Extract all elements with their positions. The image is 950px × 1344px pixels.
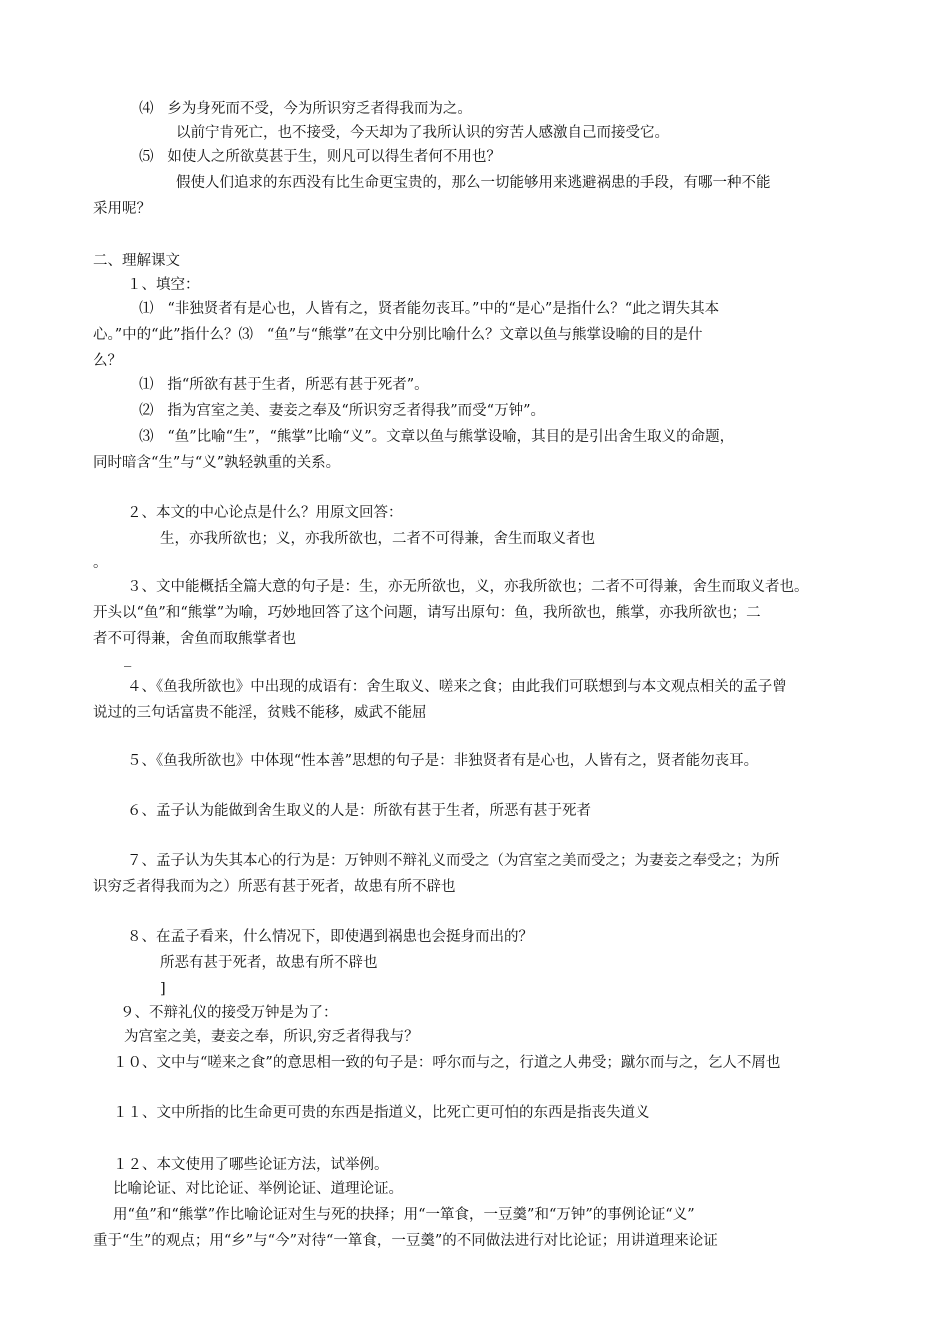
text-line: 用“鱼”和“熊掌”作比喻论证对生与死的抉择；用“一箪食，一豆羹”和“万钟”的事例论证“义” xyxy=(113,1207,695,1223)
text-line: 采用呢？ xyxy=(93,201,151,217)
text-line: １、填空： xyxy=(127,277,200,293)
text-line: ８、在孟子看来，什么情况下，即使遇到祸患也会挺身而出的？ xyxy=(127,929,533,945)
text-line: ] xyxy=(160,981,166,997)
text-line: ⑷ 乡为身死而不受，今为所识穷乏者得我而为之。 xyxy=(139,101,472,117)
text-line: ７、孟子认为失其本心的行为是：万钟则不辩礼义而受之（为宫室之美而受之；为妻妾之奉受之；为所 xyxy=(127,853,780,869)
text-line: 为宫室之美，妻妾之奉，所识,穷乏者得我与？ xyxy=(124,1029,419,1045)
text-line: ４、《鱼我所欲也》中出现的成语有：舍生取义、嗟来之食；由此我们可联想到与本文观点相关的孟子曾 xyxy=(127,679,787,695)
text-line: ６、孟子认为能做到舍生取义的人是：所欲有甚于生者，所恶有甚于死者 xyxy=(127,803,591,819)
text-line: 重于“生”的观点；用“乡”与“今”对待“一箪食，一豆羹”的不同做法进行对比论证；用讲道理来论证 xyxy=(93,1233,718,1249)
text-line: ３、文中能概括全篇大意的句子是：生，亦无所欲也，义，亦我所欲也；二者不可得兼，舍生而取义者也。 xyxy=(127,579,809,595)
text-line: ９、不辩礼仪的接受万钟是为了： xyxy=(120,1005,338,1021)
text-line: １０、文中与“嗟来之食”的意思相一致的句子是：呼尔而与之，行道之人弗受；蹴尔而与之，乞人不屑也 xyxy=(113,1055,781,1071)
text-line: 所恶有甚于死者，故患有所不辟也 xyxy=(160,955,378,971)
text-line: １２、本文使用了哪些论证方法，试举例。 xyxy=(113,1157,389,1173)
text-line: 假使人们追求的东西没有比生命更宝贵的，那么一切能够用来逃避祸患的手段，有哪一种不能 xyxy=(176,175,771,191)
text-line: 同时暗含“生”与“义”孰轻孰重的关系。 xyxy=(93,455,341,471)
text-line: 二、理解课文 xyxy=(93,253,180,269)
text-line: ⑵ 指为宫室之美、妻妾之奉及“所识穷乏者得我”而受“万钟”。 xyxy=(139,403,545,419)
text-line: 。 xyxy=(93,555,108,571)
text-line: ⑴ 指“所欲有甚于生者，所恶有甚于死者”。 xyxy=(139,377,429,393)
text-line: 比喻论证、对比论证、举例论证、道理论证。 xyxy=(113,1181,403,1197)
text-line: １１、文中所指的比生命更可贵的东西是指道义，比死亡更可怕的东西是指丧失道义 xyxy=(113,1105,650,1121)
text-line: 者不可得兼，舍鱼而取熊掌者也 xyxy=(93,631,296,647)
text-line: 以前宁肯死亡，也不接受，今天却为了我所认识的穷苦人感激自己而接受它。 xyxy=(176,125,669,141)
text-line: 识穷乏者得我而为之）所恶有甚于死者，故患有所不辟也 xyxy=(93,879,456,895)
text-line: ５、《鱼我所欲也》中体现“性本善”思想的句子是：非独贤者有是心也，人皆有之，贤者能勿丧耳。 xyxy=(127,753,759,769)
text-line: ⑶ “鱼”比喻“生”，“熊掌”比喻“义”。文章以鱼与熊掌设喻，其目的是引出舍生取义的命题， xyxy=(139,429,735,445)
text-line: ⑴ “非独贤者有是心也，人皆有之，贤者能勿丧耳。”中的“是心”是指什么？“此之谓失其本 xyxy=(139,301,720,317)
text-line: 么？ xyxy=(93,353,122,369)
text-line: 开头以“鱼”和“熊掌”为喻，巧妙地回答了这个问题，请写出原句：鱼，我所欲也，熊掌，亦我所欲也；二 xyxy=(93,605,761,621)
text-line: 生，亦我所欲也；义，亦我所欲也，二者不可得兼，舍生而取义者也 xyxy=(160,531,595,547)
text-line: ⑸ 如使人之所欲莫甚于生，则凡可以得生者何不用也？ xyxy=(139,149,501,165)
text-line: ２、本文的中心论点是什么？用原文回答： xyxy=(127,505,403,521)
text-line: _ xyxy=(124,651,132,667)
text-line: 心。”中的“此”指什么？⑶ “鱼”与“熊掌”在文中分别比喻什么？文章以鱼与熊掌设喻的目的是什 xyxy=(93,327,703,343)
text-line: 说过的三句话富贵不能淫，贫贱不能移，威武不能屈 xyxy=(93,705,427,721)
